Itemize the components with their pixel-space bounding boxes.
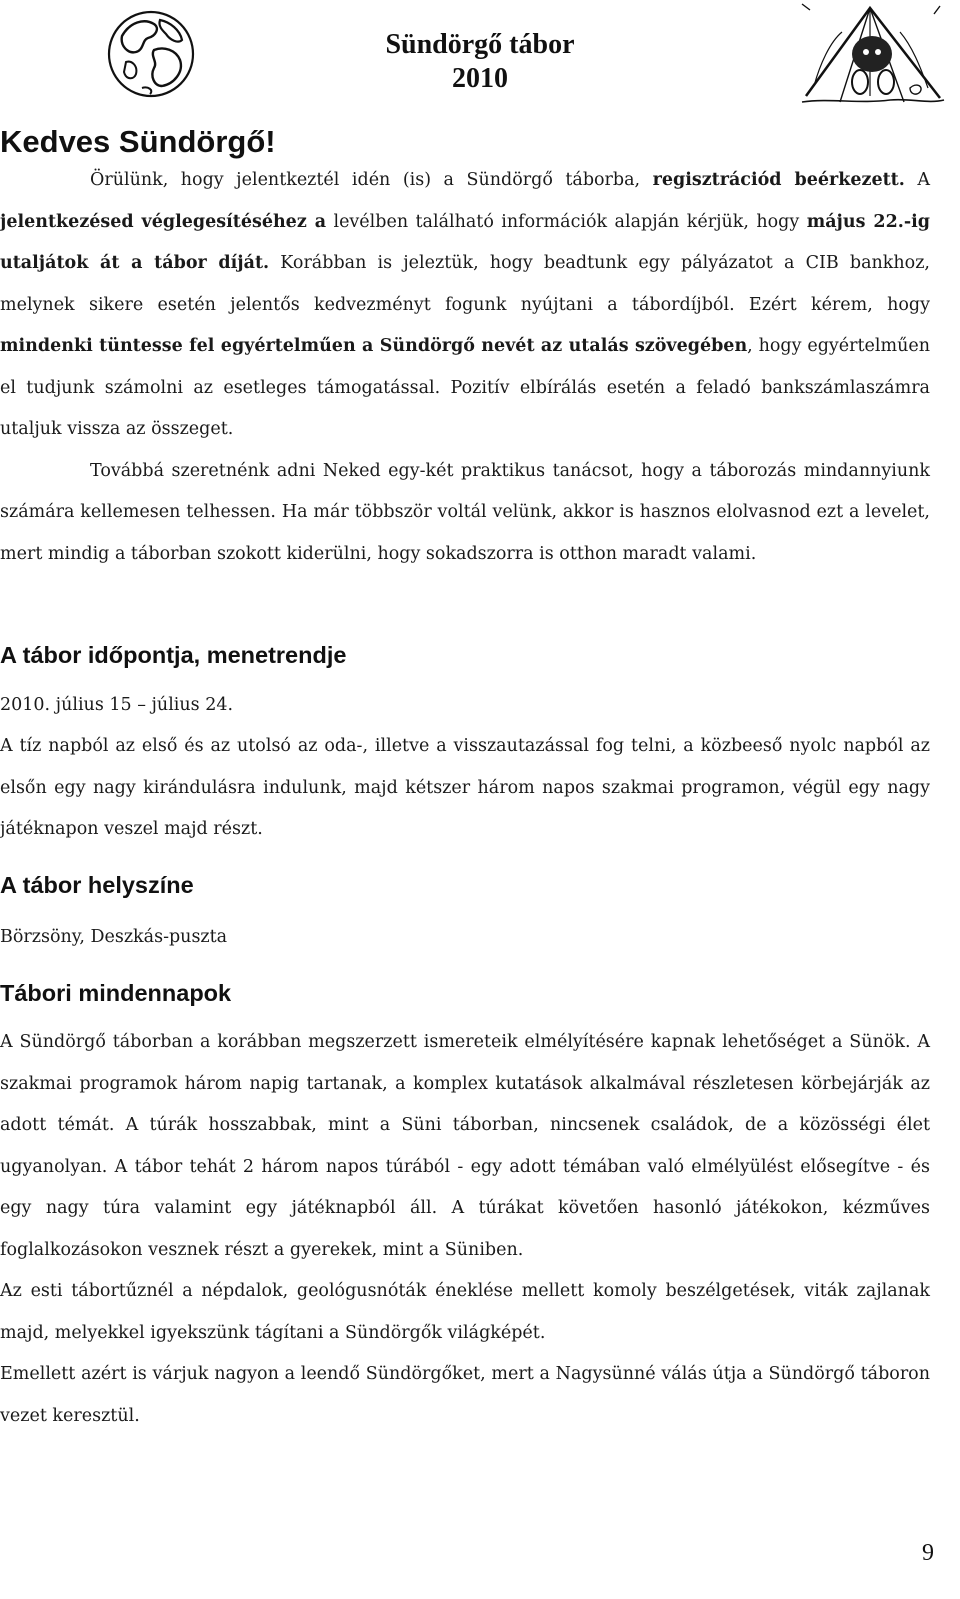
dates-heading: A tábor időpontja, menetrendje: [0, 642, 347, 668]
intro-text-part: , hogy egyértelműen el tudjunk számolni az esetleges támogatással. Pozitív elbírálás esetén a feladó bankszámlaszámra utaljuk vissza az összeget.: [0, 336, 930, 439]
globe-continents-icon: [104, 6, 198, 102]
intro-text-part: levélben található információk alapján kérjük, hogy: [326, 211, 807, 232]
transfer-note-instruction: mindenki tüntesse fel egyértelműen a Sündörgő nevét az utalás szövegében: [0, 336, 748, 356]
daily-life-paragraph-3: Emellett azért is várjuk nagyon a leendő Sündörgőket, mert a Nagysünné válás útja a Sündörgő táboron vezet keresztül.: [0, 1364, 930, 1426]
intro-text-part: A: [904, 170, 930, 190]
dates-description: A tíz napból az első és az utolsó az oda-, illetve a visszautazással fog telni, a közbeeső nyolc napból az elsőn egy nagy kirándulásra indulunk, majd kétszer három napos szakmai programon, végül egy nagy játéknapon veszel majd részt.: [0, 736, 930, 839]
intro-paragraph-1: [0, 160, 930, 451]
daily-life-paragraph-2: Az esti tábortűznél a népdalok, geológusnóták éneklése mellett komoly beszélgetések, viták zajlanak majd, melyekkel igyekszünk tágítani a Sündörgők világképét.: [0, 1281, 930, 1343]
intro-text: [0, 160, 930, 575]
greeting-heading: Kedves Sündörgő!: [0, 124, 276, 159]
payment-deadline-text: május 22.-ig utaljátok át a tábor díját.: [0, 211, 930, 273]
camp-location: Börzsöny, Deszkás-puszta: [0, 927, 228, 947]
intro-paragraph-2: Továbbá szeretnénk adni Neked egy-két praktikus tanácsot, hogy a táborozás mindannyiunk számára kellemesen telhessen. Ha már többször voltál velünk, akkor is hasznos elolvasnod ezt a levelet, mert mindig a táborban szokott kiderülni, hogy sokadszorra is otthon maradt valami.: [0, 460, 930, 564]
finalize-application-text: jelentkezésed véglegesítéséhez a: [0, 211, 327, 232]
intro-text-part: Korábban is jeleztük, hogy beadtunk egy pályázatot a CIB bankhoz, melynek sikere esetén jelentős kedvezményt fogunk nyújtani a tábordíjból. Ezért kérem, hogy: [0, 253, 930, 315]
location-heading: A tábor helyszíne: [0, 872, 194, 898]
tent-hedgehog-icon: [800, 2, 946, 110]
intro-text-part: Örülünk, hogy jelentkeztél idén (is) a Sündörgő táborba,: [90, 170, 653, 190]
daily-life-heading: Tábori mindennapok: [0, 980, 232, 1006]
camp-dates: 2010. július 15 – július 24.: [0, 695, 234, 715]
registration-received-text: regisztrációd beérkezett.: [652, 170, 905, 190]
daily-life-text: [0, 1022, 930, 1437]
page-number: 9: [922, 1540, 934, 1566]
daily-life-paragraph-1: A Sündörgő táborban a korábban megszerzett ismereteik elmélyítésére kapnak lehetőséget a Sünök. A szakmai programok három napig tartanak, a komplex kutatások alkalmával részletesen körbejárják az adott témát. A túrák hosszabbak, mint a Süni táborban, nincsenek családok, de a közösségi élet ugyanolyan. A tábor tehát 2 három napos túrából - egy adott témában való elmélyülést elősegítve - és egy nagy túra valamint egy játéknapból áll. A túrákat követően hasonló játékokon, kézműves foglalkozásokon vesznek részt a gyerekek, mint a Süniben.: [0, 1032, 930, 1260]
document-title: Sündörgő tábor: [385, 29, 575, 60]
document-year: 2010: [452, 63, 508, 94]
